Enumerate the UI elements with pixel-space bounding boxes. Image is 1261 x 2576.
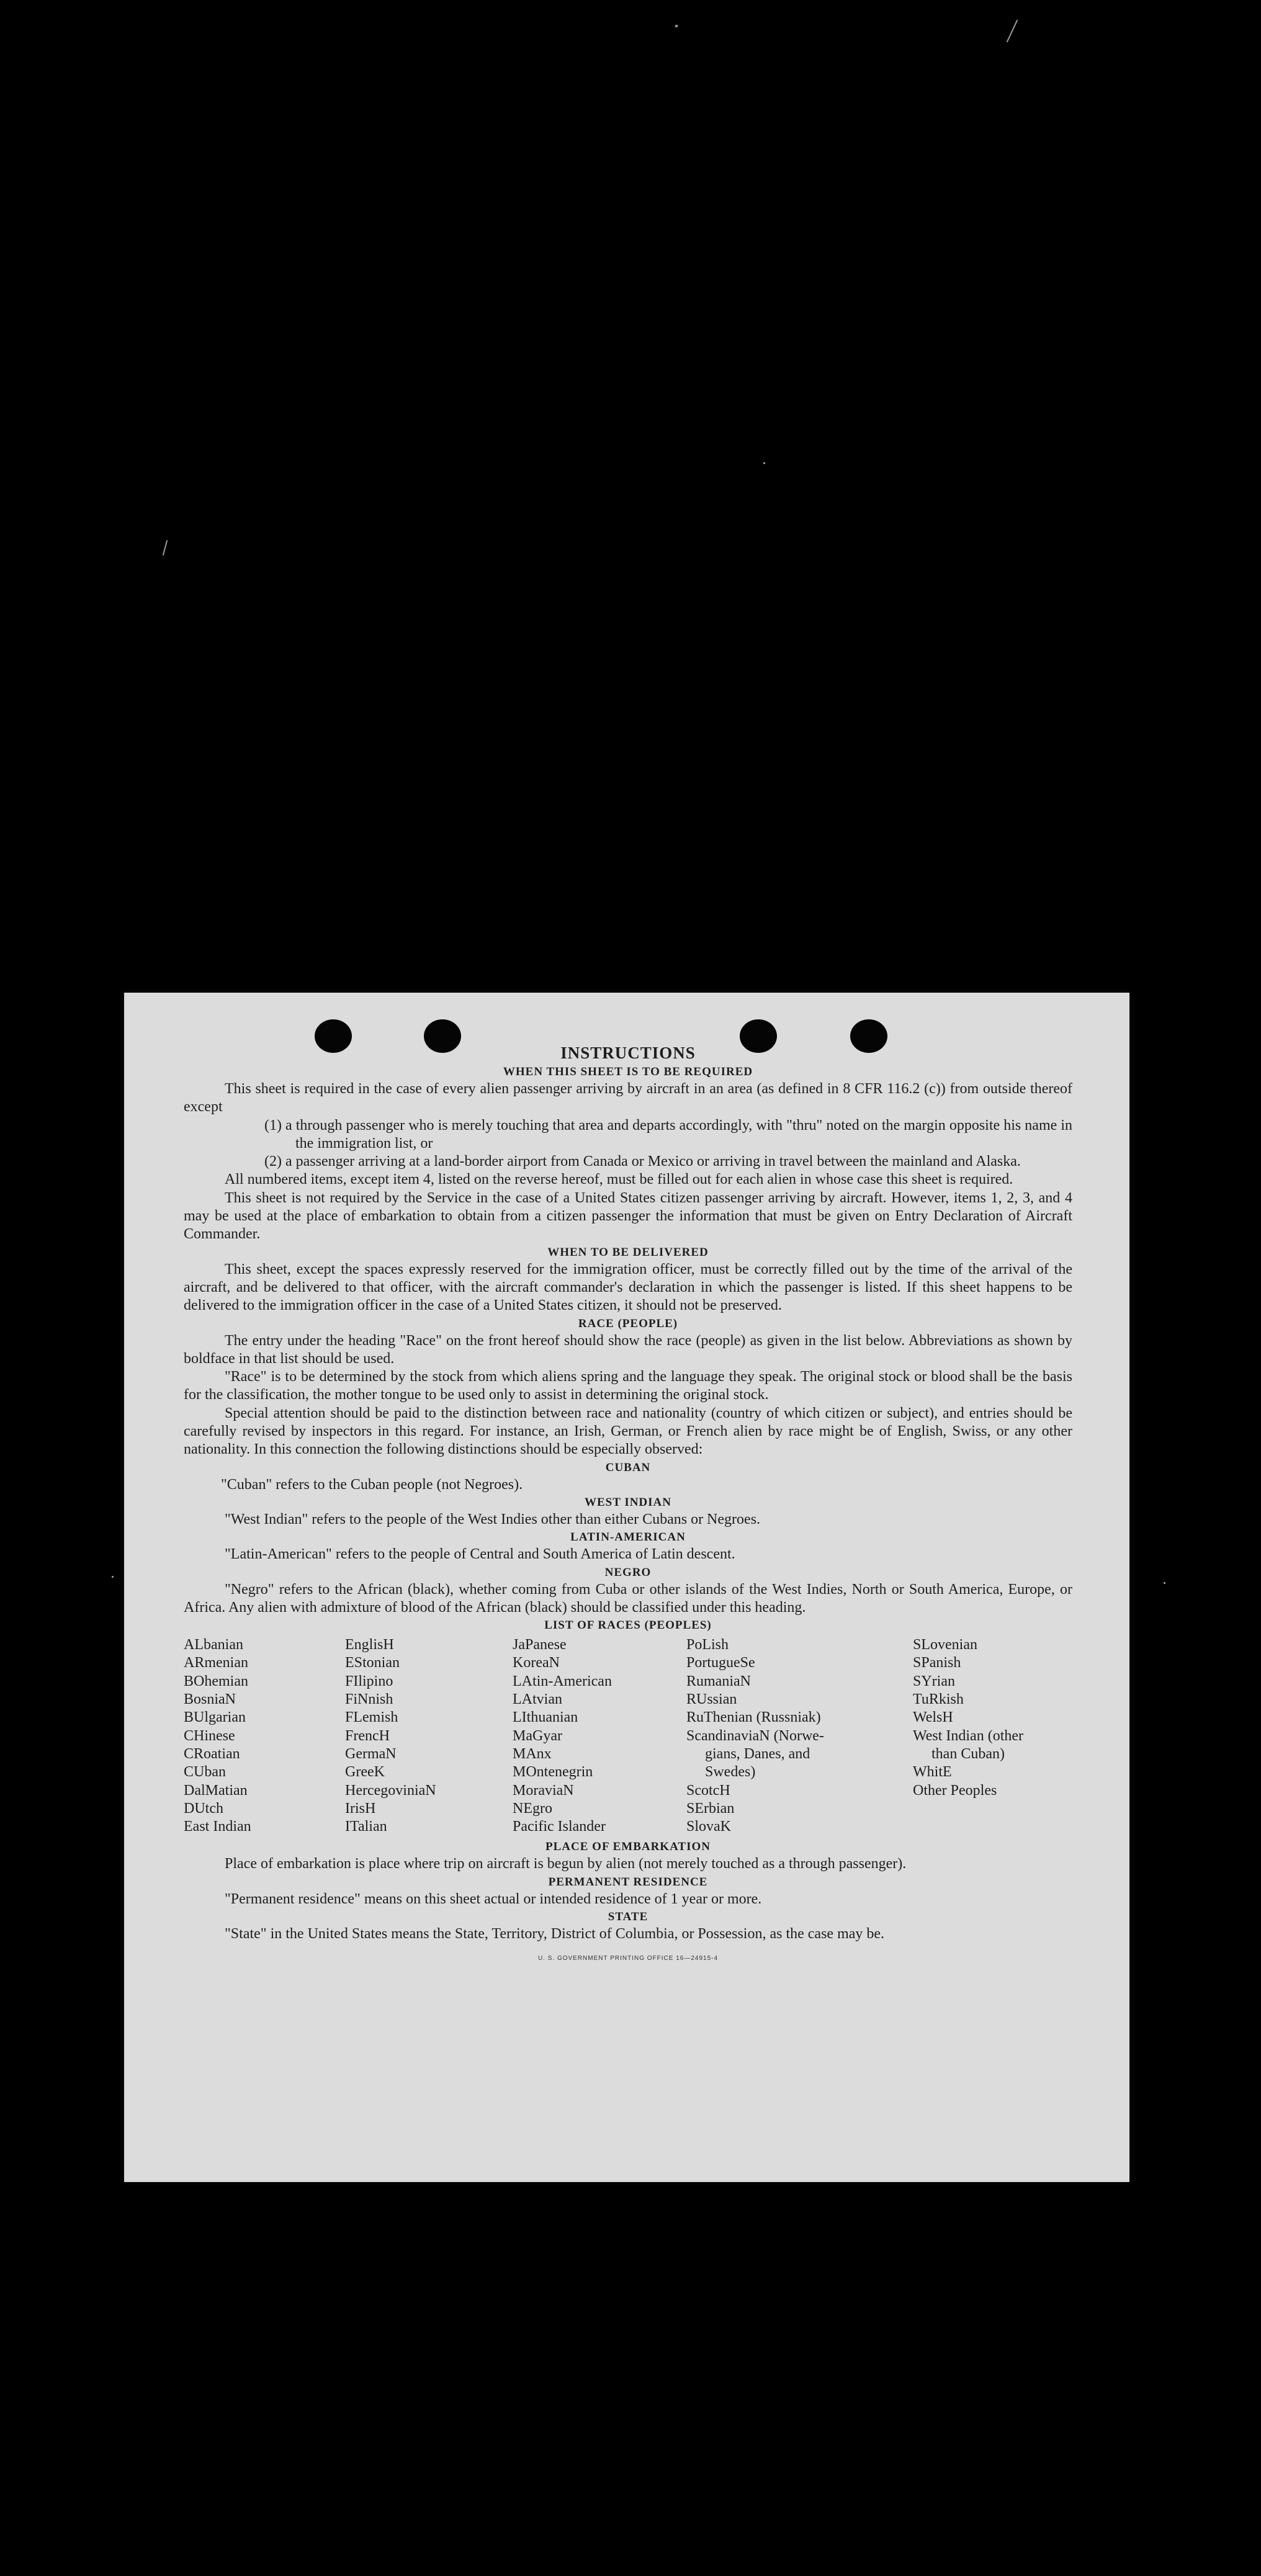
- heading-latin-american: LATIN-AMERICAN: [570, 1531, 686, 1544]
- race-item: HercegoviniaN: [345, 1782, 436, 1799]
- race-item: Other Peoples: [913, 1782, 997, 1799]
- heading-negro: NEGRO: [604, 1565, 652, 1579]
- heading-cuban: CUBAN: [605, 1460, 651, 1474]
- race-item: Pacific Islander: [513, 1818, 606, 1835]
- printer-line: U. S. GOVERNMENT PRINTING OFFICE 16—24915-4: [537, 1955, 719, 1962]
- race-item: PortugueSe: [686, 1655, 755, 1671]
- race-item: RumaniaN: [686, 1673, 751, 1689]
- exception-item-1: (1) a through passenger who is merely touching that area and departs accordingly, with "thru" noted on the margin opposite his name in the immigration list, or: [264, 1117, 1072, 1152]
- races-column: [913, 1636, 1072, 1836]
- race-item: NEgro: [513, 1800, 552, 1817]
- race-item: CUban: [184, 1764, 226, 1781]
- race-item: SLovenian: [913, 1637, 977, 1653]
- heading-when-required: WHEN THIS SHEET IS TO BE REQUIRED: [503, 1065, 753, 1078]
- race-item: BUlgarian: [184, 1709, 246, 1726]
- definition-west-indian: "West Indian" refers to the people of the West Indies other than either Cubans or Negroes.: [225, 1511, 761, 1527]
- definition-negro: "Negro" refers to the African (black), whether coming from Cuba or other islands of the West Indies, North or South America, Europe, or Africa. Any alien with admixture of blood of the African (black) should be classified under this heading.: [184, 1581, 1072, 1616]
- heading-place-of-embarkation: PLACE OF EMBARKATION: [545, 1840, 711, 1854]
- race-item: GermaN: [345, 1745, 397, 1762]
- race-item: RuThenian (Russniak): [686, 1709, 821, 1726]
- race-item: SPanish: [913, 1655, 961, 1671]
- race-item: IrisH: [345, 1800, 376, 1817]
- race-item: LIthuanian: [513, 1709, 578, 1726]
- paragraph-not-required: This sheet is not required by the Service in the case of a United States citizen passenger arriving by aircraft. However, items 1, 2, 3, and 4 may be used at the place of embarkation to obtain from a citizen passenger the information that must be given on Entry Declaration of Aircraft Commander.: [184, 1189, 1072, 1243]
- race-item: SYrian: [913, 1673, 955, 1689]
- race-item: DalMatian: [184, 1782, 248, 1799]
- scan-speck: [1007, 19, 1018, 42]
- races-column: [513, 1636, 686, 1836]
- race-item: MaGyar: [513, 1727, 562, 1744]
- race-item: PoLish: [686, 1637, 729, 1653]
- race-item: DUtch: [184, 1800, 223, 1817]
- scan-speck: [763, 462, 765, 464]
- race-item: SlovaK: [686, 1818, 731, 1835]
- heading-west-indian: WEST INDIAN: [585, 1495, 671, 1509]
- race-item: ScotcH: [686, 1782, 730, 1799]
- definition-state: "State" in the United States means the State, Territory, District of Columbia, or Possession, as the case may be.: [225, 1925, 885, 1942]
- paragraph-race-determined: "Race" is to be determined by the stock from which aliens spring and the language they speak. The original stock or blood shall be the basis for the classification, the mother tongue to be used only to assist in determining the original stock.: [184, 1369, 1072, 1403]
- heading-state: STATE: [608, 1910, 648, 1923]
- race-item: BOhemian: [184, 1673, 248, 1689]
- scan-speck: [1164, 1582, 1165, 1584]
- race-item: FiNnish: [345, 1691, 393, 1708]
- heading-permanent-residence: PERMANENT RESIDENCE: [548, 1875, 708, 1889]
- paragraph-required-intro: This sheet is required in the case of every alien passenger arriving by aircraft in an area (as defined in 8 CFR 116.2 (c)) from outside thereof except: [184, 1081, 1072, 1116]
- races-list: [184, 1636, 1072, 1836]
- race-item: JaPanese: [513, 1637, 567, 1653]
- race-item: CRoatian: [184, 1745, 240, 1762]
- race-item: than Cuban): [931, 1745, 1005, 1762]
- race-item: EStonian: [345, 1655, 400, 1671]
- race-item: Swedes): [705, 1764, 756, 1781]
- heading-when-delivered: WHEN TO BE DELIVERED: [547, 1245, 709, 1259]
- definition-latin-american: "Latin-American" refers to the people of Central and South America of Latin descent.: [225, 1546, 735, 1563]
- scan-speck: [675, 25, 678, 27]
- exception-item-2: (2) a passenger arriving at a land-border airport from Canada or Mexico or arriving in travel between the mainland and Alaska.: [264, 1153, 1021, 1170]
- heading-list-of-races: LIST OF RACES (PEOPLES): [544, 1619, 712, 1632]
- races-column: [345, 1636, 513, 1836]
- race-item: CHinese: [184, 1727, 235, 1744]
- page-title: INSTRUCTIONS: [560, 1044, 696, 1062]
- definition-permanent-residence: "Permanent residence" means on this sheet actual or intended residence of 1 year or more.: [225, 1890, 762, 1907]
- race-item: GreeK: [345, 1764, 385, 1781]
- races-column: [686, 1636, 913, 1836]
- heading-race-people: RACE (PEOPLE): [578, 1317, 678, 1330]
- race-item: SErbian: [686, 1800, 735, 1817]
- race-item: East Indian: [184, 1818, 251, 1835]
- race-item: MAnx: [513, 1745, 552, 1762]
- race-item: KoreaN: [513, 1655, 560, 1671]
- race-item: ScandinaviaN (Norwe-: [686, 1727, 824, 1744]
- race-item: MoraviaN: [513, 1782, 574, 1799]
- paragraph-delivered: This sheet, except the spaces expressly reserved for the immigration officer, must be correctly filled out by the time of the arrival of the aircraft, and be delivered to that officer, with the aircraft commander's declaration in which the passenger is listed. If this sheet happens to be delivered to the immigration officer in the case of a United States citizen, it should not be preserved.: [184, 1261, 1072, 1314]
- scan-speck: [112, 1576, 114, 1578]
- sheet-content: [184, 1042, 1072, 1968]
- race-item: FrencH: [345, 1727, 390, 1744]
- paragraph-numbered-items: All numbered items, except item 4, listed on the reverse hereof, must be filled out for each alien in whose case this sheet is required.: [225, 1171, 1013, 1188]
- race-item: TuRkish: [913, 1691, 964, 1708]
- scan-speck: [163, 540, 168, 556]
- race-item: West Indian (other: [913, 1727, 1024, 1744]
- race-item: FLemish: [345, 1709, 398, 1726]
- race-item: MOntenegrin: [513, 1764, 593, 1781]
- race-item: ALbanian: [184, 1637, 243, 1653]
- race-item: ITalian: [345, 1818, 387, 1835]
- instruction-sheet: [124, 993, 1129, 2182]
- paragraph-race-entry: The entry under the heading "Race" on the front hereof should show the race (people) as given in the list below. Abbreviations as shown by boldface in that list should be used.: [184, 1332, 1072, 1367]
- definition-cuban: "Cuban" refers to the Cuban people (not Negroes).: [221, 1476, 523, 1493]
- race-item: WelsH: [913, 1709, 953, 1726]
- race-item: FIlipino: [345, 1673, 393, 1689]
- race-item: gians, Danes, and: [705, 1745, 810, 1762]
- race-item: RUssian: [686, 1691, 737, 1708]
- race-item: WhitE: [913, 1764, 952, 1781]
- race-item: LAtin-American: [513, 1673, 612, 1689]
- paragraph-special-attention: Special attention should be paid to the distinction between race and nationality (country of which citizen or subject), and entries should be carefully revised by inspectors in this regard. For instance, an Irish, German, or French alien by race might be of English, Swiss, or any other nationality. In this connection the following distinctions should be especially observed:: [184, 1405, 1072, 1458]
- races-column: [184, 1636, 345, 1836]
- race-item: EnglisH: [345, 1637, 394, 1653]
- race-item: ARmenian: [184, 1655, 248, 1671]
- race-item: BosniaN: [184, 1691, 236, 1708]
- race-item: LAtvian: [513, 1691, 562, 1708]
- definition-embarkation: Place of embarkation is place where trip on aircraft is begun by alien (not merely touched as a through passenger).: [225, 1856, 907, 1872]
